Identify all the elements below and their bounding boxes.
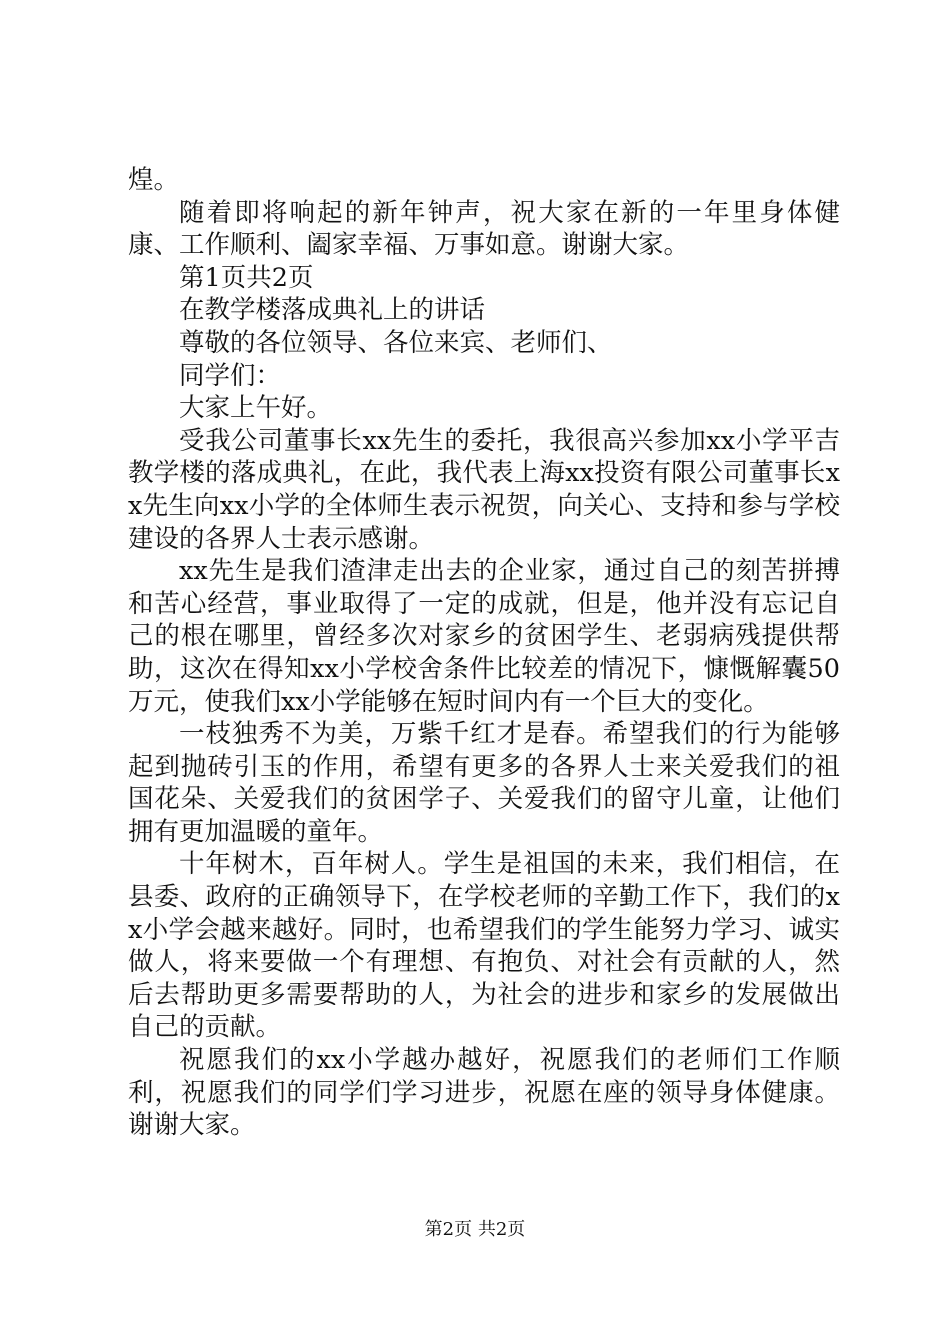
inline-page-marker: 第1页共2页 — [179, 262, 314, 293]
paragraph: xx先生是我们渣津走出去的企业家，通过自己的刻苦拼搏和苦心经营，事业取得了一定的成就，但是，他并没有忘记自己的根在哪里，曾经多次对家乡的贫困学生、老弱病残提供帮助，这次在得知xx小学校舍条件比较差的情况下，慷慨解囊50万元，使我们xx小学能够在短时间内有一个巨大的变化。 — [128, 556, 840, 717]
paragraph: 受我公司董事长xx先生的委托，我很高兴参加xx小学平吉教学楼的落成典礼，在此，我代表上海xx投资有限公司董事长xx先生向xx小学的全体师生表示祝贺，向关心、支持和参与学校建设的各界人士表示感谢。 — [128, 425, 840, 554]
paragraph: 祝愿我们的xx小学越办越好，祝愿我们的老师们工作顺利，祝愿我们的同学们学习进步，祝愿在座的领导身体健康。谢谢大家。 — [128, 1045, 840, 1141]
page-footer: 第2页 共2页 — [424, 1219, 526, 1240]
paragraph: 煌。 — [128, 165, 180, 195]
paragraph: 随着即将响起的新年钟声，祝大家在新的一年里身体健康、工作顺利、阖家幸福、万事如意。谢谢大家。 — [128, 197, 840, 261]
salutation: 尊敬的各位领导、各位来宾、老师们、 — [179, 327, 613, 358]
salutation: 同学们： — [179, 360, 282, 391]
greeting: 大家上午好。 — [179, 393, 333, 424]
document-body — [128, 164, 840, 1142]
paragraph: 十年树木，百年树人。学生是祖国的未来，我们相信，在县委、政府的正确领导下，在学校老师的辛勤工作下，我们的xx小学会越来越好。同时，也希望我们的学生能努力学习、诚实做人，将来要做一个有理想、有抱负、对社会有贡献的人，然后去帮助更多需要帮助的人，为社会的进步和家乡的发展做出自己的贡献。 — [128, 849, 840, 1043]
paragraph: 一枝独秀不为美，万紫千红才是春。希望我们的行为能够起到抛砖引玉的作用，希望有更多的各界人士来关爱我们的祖国花朵、关爱我们的贫困学子、关爱我们的留守儿童，让他们拥有更加温暖的童年。 — [128, 719, 840, 847]
speech-title: 在教学楼落成典礼上的讲话 — [179, 295, 486, 326]
